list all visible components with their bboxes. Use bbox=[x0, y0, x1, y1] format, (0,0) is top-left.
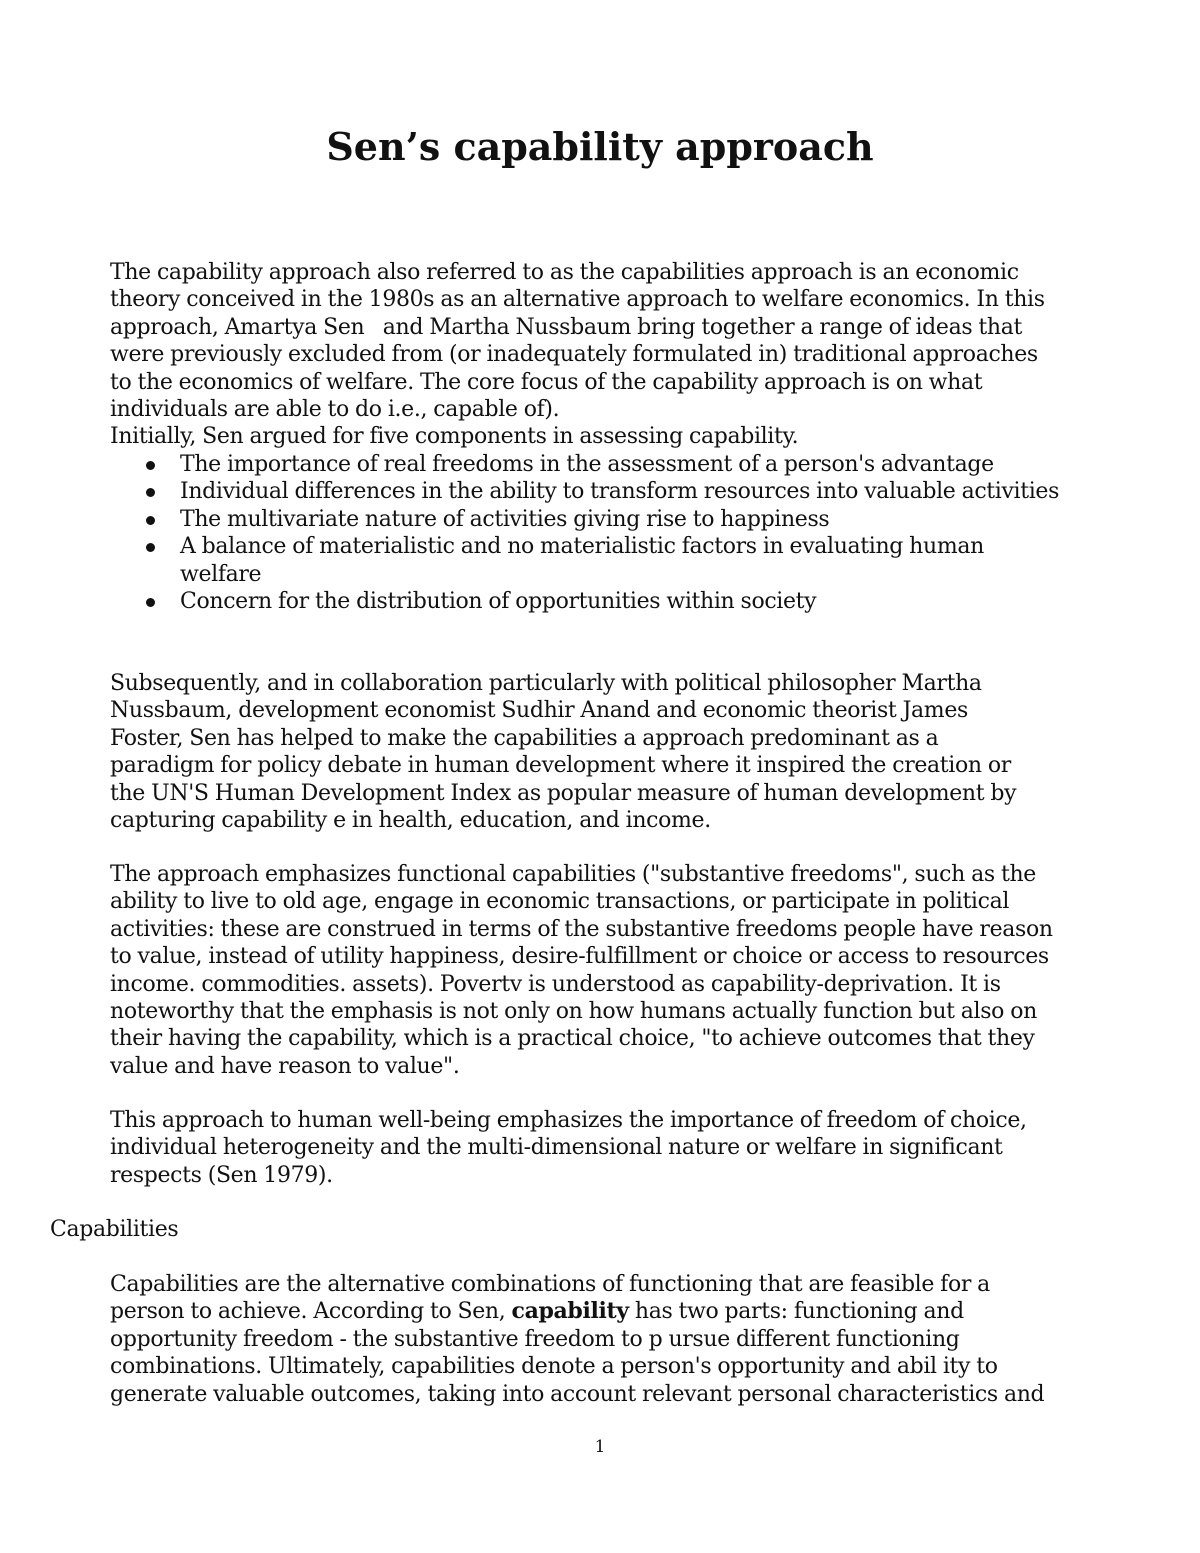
bullet-icon bbox=[146, 488, 155, 497]
text-line: respects (Sen 1979). bbox=[110, 1162, 333, 1188]
text-line: income. commodities. assets). Povertv is understood as capability-deprivation. It is bbox=[110, 971, 1001, 997]
text-line: the UN'S Human Development Index as popular measure of human development by bbox=[110, 780, 1017, 806]
list-item-text: A balance of materialistic and no materialistic factors in evaluating human bbox=[180, 534, 984, 560]
section-heading: Capabilities bbox=[50, 1217, 179, 1242]
text-line: combinations. Ultimately, capabilities denote a person's opportunity and abil ity to bbox=[110, 1354, 998, 1380]
list-item bbox=[110, 478, 1185, 505]
functional-capabilities-paragraph bbox=[110, 861, 1185, 1080]
well-being-paragraph bbox=[110, 1107, 1185, 1189]
text-line: Foster, Sen has helped to make the capabilities a approach predominant as a bbox=[110, 725, 939, 751]
list-item-text: Individual differences in the ability to transform resources into valuable activities bbox=[180, 479, 1060, 505]
text-line: Capabilities are the alternative combinations of functioning that are feasible for a bbox=[110, 1272, 990, 1297]
text-line: noteworthy that the emphasis is not only on how humans actually function but also on bbox=[110, 999, 1037, 1025]
text-line: to the economics of welfare. The core focus of the capability approach is on what bbox=[110, 369, 983, 395]
text-line: This approach to human well-being emphasizes the importance of freedom of choice, bbox=[110, 1108, 1027, 1133]
components-bullet-list bbox=[110, 451, 1185, 615]
text-line: capturing capability e in health, education, and income. bbox=[110, 808, 711, 834]
list-item-text: The importance of real freedoms in the assessment of a person's advantage bbox=[180, 452, 994, 477]
text-line: ability to live to old age, engage in economic transactions, or participate in political bbox=[110, 889, 1010, 915]
list-item bbox=[110, 506, 1185, 533]
text-line: activities: these are construed in terms of the substantive freedoms people have reason bbox=[110, 916, 1053, 942]
text-line: Subsequently, and in collaboration particularly with political philosopher Martha bbox=[110, 671, 982, 696]
text-segment: has two parts: functioning and bbox=[628, 1299, 964, 1325]
bullet-icon bbox=[146, 598, 155, 607]
text-line: were previously excluded from (or inadequately formulated in) traditional approaches bbox=[110, 342, 1038, 368]
capabilities-paragraph bbox=[110, 1271, 1185, 1408]
text-line: Initially, Sen argued for five components in assessing capability. bbox=[110, 424, 799, 450]
text-line: Nussbaum, development economist Sudhir Anand and economic theorist James bbox=[110, 698, 968, 724]
bold-term: capability bbox=[511, 1298, 629, 1325]
text-line: generate valuable outcomes, taking into account relevant personal characteristics and bbox=[110, 1381, 1045, 1407]
bullet-icon bbox=[146, 543, 155, 552]
bullet-icon bbox=[146, 461, 155, 470]
list-item-text: Concern for the distribution of opportunities within society bbox=[180, 589, 817, 615]
text-line: individual heterogeneity and the multi-dimensional nature or welfare in significant bbox=[110, 1135, 1003, 1161]
text-line: approach, Amartya Sen and Martha Nussbaum bring together a range of ideas that bbox=[110, 314, 1022, 340]
text-line: to value, instead of utility happiness, desire-fulfillment or choice or access to resources bbox=[110, 944, 1049, 970]
text-line: value and have reason to value". bbox=[110, 1053, 460, 1079]
text-line bbox=[110, 1298, 1185, 1325]
text-line: opportunity freedom - the substantive freedom to p ursue different functioning bbox=[110, 1326, 960, 1352]
intro-paragraph bbox=[110, 259, 1185, 451]
bullet-icon bbox=[146, 516, 155, 525]
list-item-text: welfare bbox=[180, 561, 262, 587]
text-segment: person to achieve. According to Sen, bbox=[110, 1299, 512, 1325]
collaboration-paragraph bbox=[110, 670, 1185, 834]
page-number: 1 bbox=[594, 1437, 606, 1457]
text-line: The capability approach also referred to as the capabilities approach is an economic bbox=[110, 260, 1019, 285]
list-item bbox=[110, 533, 1185, 588]
list-item-text: The multivariate nature of activities giving rise to happiness bbox=[180, 506, 830, 532]
list-item bbox=[110, 451, 1185, 478]
text-line: The approach emphasizes functional capabilities ("substantive freedoms", such as the bbox=[110, 862, 1036, 887]
text-line: individuals are able to do i.e., capable of). bbox=[110, 397, 560, 423]
text-line: their having the capability, which is a practical choice, "to achieve outcomes that they bbox=[110, 1026, 1035, 1052]
text-line: theory conceived in the 1980s as an alternative approach to welfare economics. In this bbox=[110, 287, 1045, 313]
list-item bbox=[110, 588, 1185, 615]
text-line: paradigm for policy debate in human development where it inspired the creation or bbox=[110, 753, 1011, 779]
page-title: Sen’s capability approach bbox=[326, 124, 874, 169]
